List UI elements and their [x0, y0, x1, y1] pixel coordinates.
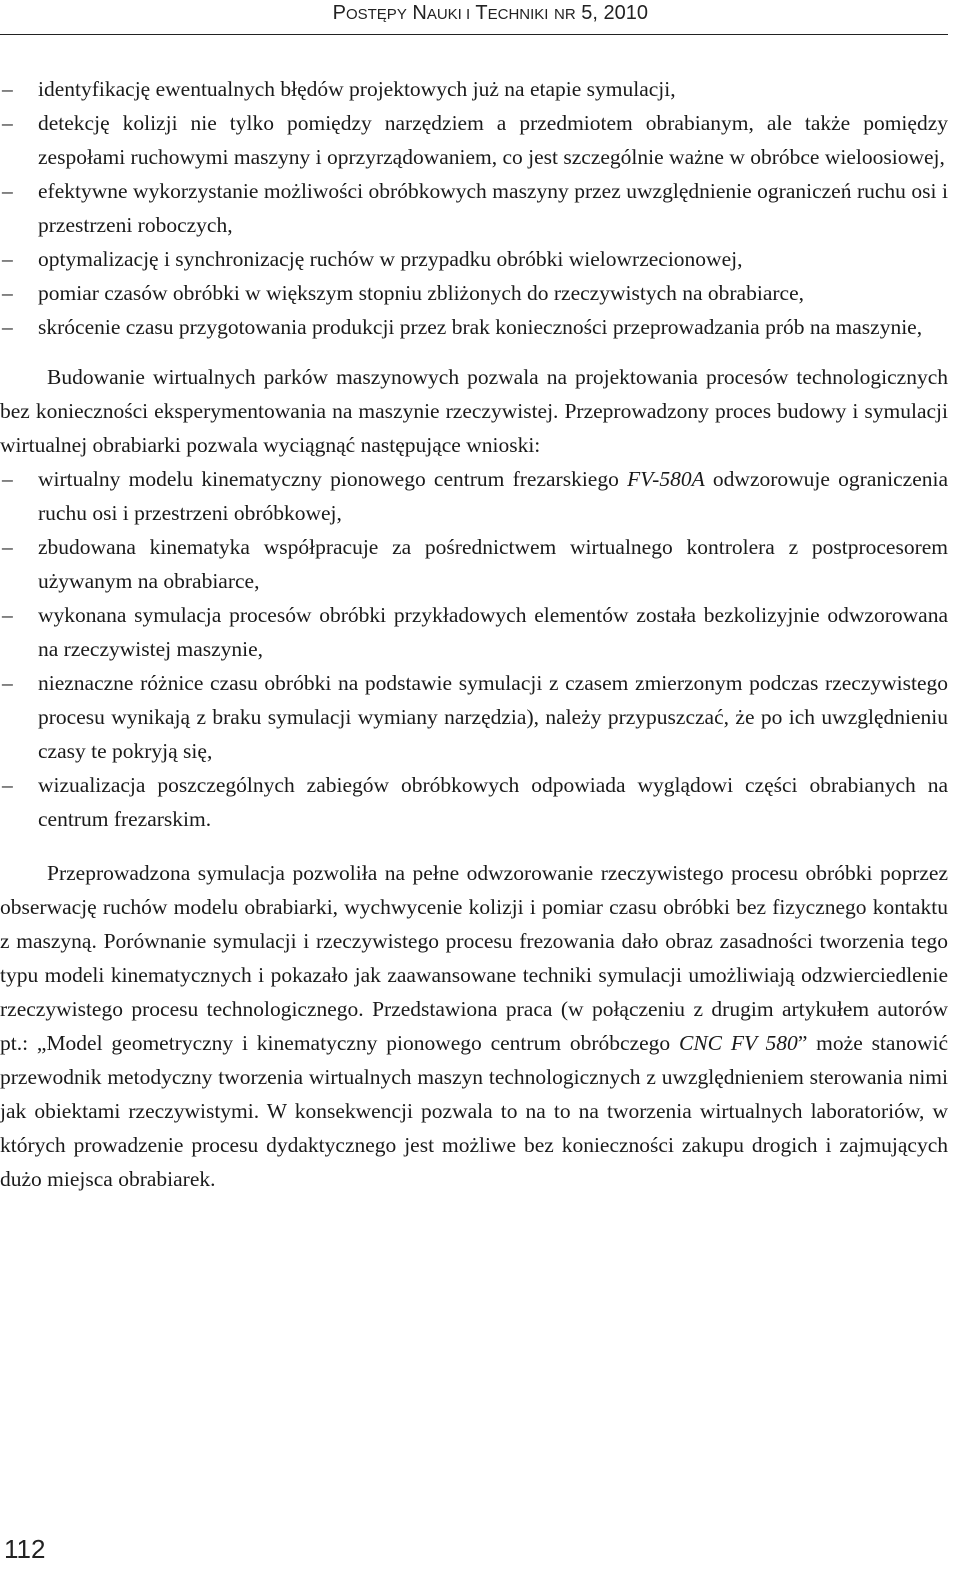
dash-marker: – [2, 77, 13, 101]
list-item-text: detekcję kolizji nie tylko pomiędzy narzędziem a przedmiotem obrabianym, ale także pomiędzy zespołami ruchowymi maszyny i oprzyrządowaniem, co jest szczególnie ważne w obróbce wieloosiowej, [38, 111, 948, 169]
spacer [0, 836, 948, 856]
conclusions-list [0, 462, 948, 836]
dash-marker: – [2, 281, 13, 305]
list-item-text: odwzorowuje ograniczenia ruchu osi i przestrzeni obróbkowej, [38, 467, 948, 525]
journal-title-nauki: AUKI I [426, 6, 471, 23]
dash-marker: – [2, 179, 13, 203]
list-item-text: optymalizację i synchronizację ruchów w przypadku obróbki wielowrzecionowej, [38, 247, 743, 271]
paragraph-virtual-parks: Budowanie wirtualnych parków maszynowych pozwala na projektowania procesów technologicznych bez konieczności eksperymentowania na maszynie rzeczywistej. Przeprowadzony proces budowy i symulacji wirtualnej obrabiarki pozwala wyciągnąć następujące wnioski: [0, 365, 948, 457]
list-item-text: wirtualny modelu kinematyczny pionowego centrum frezarskiego [38, 467, 628, 491]
list-item-text: efektywne wykorzystanie możliwości obróbkowych maszyny przez uwzględnienie ograniczeń ruchu osi i przestrzeni roboczych, [38, 179, 948, 237]
summary-text: ” może stanowić przewodnik metodyczny tworzenia wirtualnych maszyn technologicznych z uwzględnieniem sterowania nimi jak obiektami rzeczywistymi. W konsekwencji pozwala to na to na tworzenia wirtualnych laboratoriów, w których prowadzenie procesu dydaktycznego jest możliwe bez konieczności zakupu drogich i zajmujących dużo miejsca obrabiarek. [0, 1031, 948, 1191]
list-item [0, 768, 948, 836]
dash-marker: – [2, 315, 13, 339]
page-body [0, 72, 948, 1196]
list-item-text: identyfikację ewentualnych błędów projektowych już na etapie symulacji, [38, 77, 676, 101]
list-item-text: pomiar czasów obróbki w większym stopniu zbliżonych do rzeczywistych na obrabiarce, [38, 281, 804, 305]
issue-number: 5, 2010 [581, 2, 648, 24]
dash-marker: – [2, 111, 13, 135]
journal-title-postepy: OSTĘPY [345, 6, 407, 23]
spacer [0, 344, 948, 360]
dash-marker: – [2, 671, 13, 695]
cnc-model-name: CNC FV 580 [679, 1031, 798, 1055]
page-number: 112 [4, 1534, 46, 1564]
journal-title-t: T [475, 2, 488, 24]
summary-text: Przeprowadzona symulacja pozwoliła na pełne odwzorowanie rzeczywistego procesu obróbki poprzez obserwację ruchów modelu obrabiarki, wychwycenie kolizji i pomiar czasu obróbki bez fizycznego kontaktu z maszyną. Porównanie symulacji i rzeczywistego procesu frezowania dało obraz zasadności tworzenia tego typu modeli kinematycznych i pokazało jak zaawansowane techniki symulacji umożliwiają odzwierciedlenie rzeczywistego procesu technologicznego. Przedstawiona praca (w połączeniu z drugim artykułem autorów pt.: „Model geometryczny i kinematyczny pionowego centrum obróbczego [0, 861, 948, 1055]
dash-marker: – [2, 603, 13, 627]
dash-marker: – [2, 467, 13, 491]
issue-label: NR [554, 6, 576, 23]
journal-title-techniki: ECHNIKI [487, 6, 549, 23]
list-item-text: skrócenie czasu przygotowania produkcji przez brak konieczności przeprowadzania prób na maszynie, [38, 315, 923, 339]
advantages-list [0, 72, 948, 344]
list-item-text: wykonana symulacja procesów obróbki przykładowych elementów została bezkolizyjnie odwzorowana na rzeczywistej maszynie, [38, 603, 948, 661]
list-item-text: nieznaczne różnice czasu obróbki na podstawie symulacji z czasem zmierzonym podczas rzeczywistego procesu wynikają z braku symulacji wymiany narzędzia), należy przypuszczać, że po ich uwzględnieniu czasy te pokryją się, [38, 671, 948, 763]
list-item [0, 462, 948, 530]
machine-model-name: FV-580A [627, 467, 705, 491]
journal-title-p: P [332, 2, 346, 24]
dash-marker: – [2, 535, 13, 559]
list-item-text: zbudowana kinematyka współpracuje za pośrednictwem wirtualnego kontrolera z postprocesorem używanym na obrabiarce, [38, 535, 948, 593]
paragraph-summary [0, 856, 948, 1196]
list-item [0, 310, 948, 344]
dash-marker: – [2, 773, 13, 797]
list-item-text: wizualizacja poszczególnych zabiegów obróbkowych odpowiada wyglądowi części obrabianych na centrum frezarskim. [38, 773, 948, 831]
list-item [0, 242, 948, 276]
list-item [0, 666, 948, 768]
list-item [0, 530, 948, 598]
journal-title [333, 2, 648, 25]
list-item [0, 106, 948, 174]
journal-title-n: N [412, 2, 427, 24]
list-item [0, 598, 948, 666]
list-item [0, 276, 948, 310]
list-item [0, 174, 948, 242]
list-item [0, 72, 948, 106]
dash-marker: – [2, 247, 13, 271]
running-header [0, 0, 948, 35]
